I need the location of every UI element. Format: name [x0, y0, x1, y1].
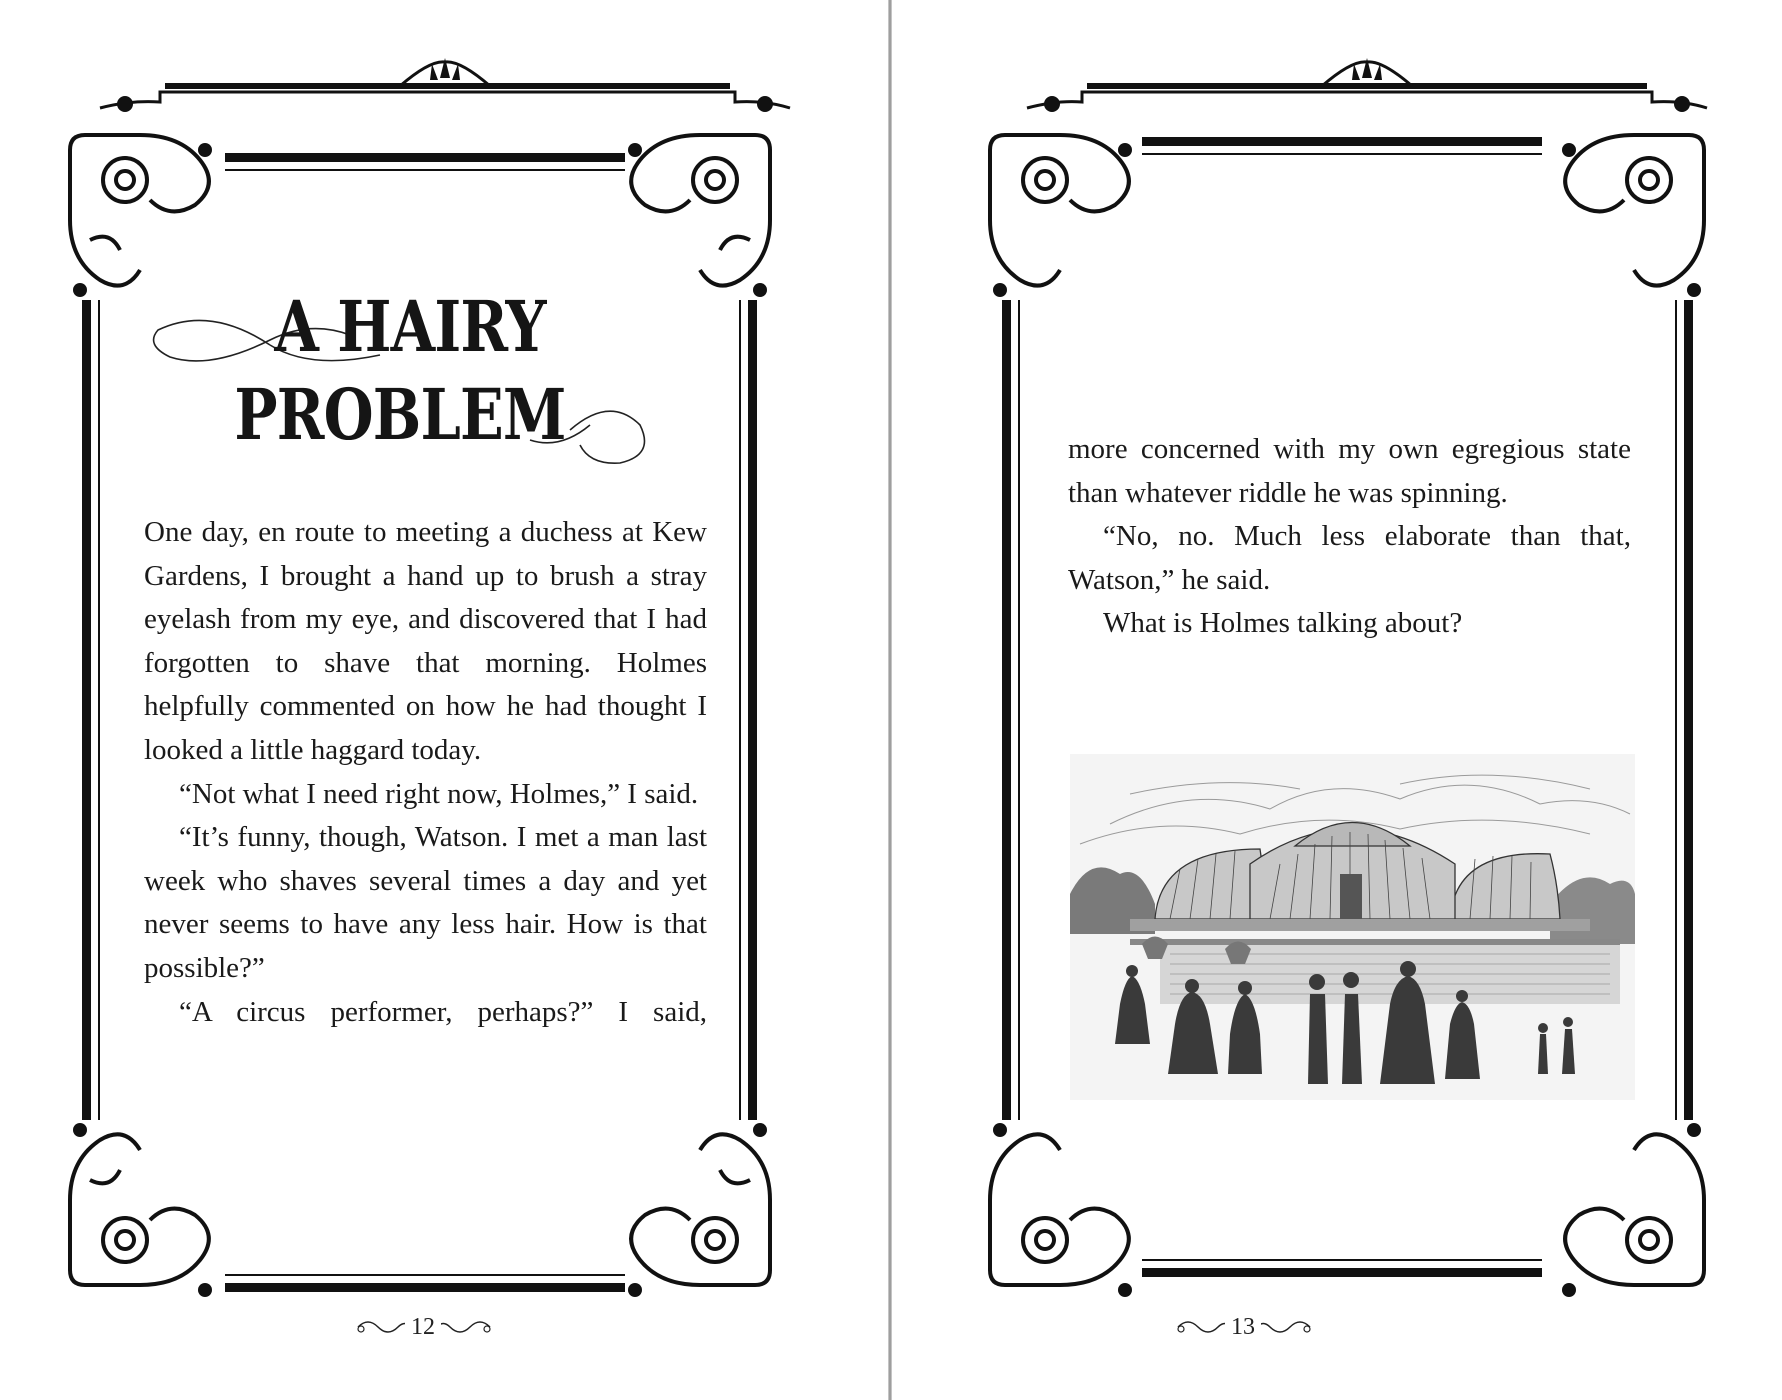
page-number-text: 13: [1225, 1314, 1261, 1340]
right-page: [892, 0, 1782, 1400]
left-body-text: [144, 511, 707, 1034]
paragraph: One day, en route to meeting a duchess at Kew Gardens, I brought a hand up to brush a stray eyelash from my eye, and discovered that I had forgotten to shave that morning. Holmes helpfully commented on how he had thought I looked a little haggard today.: [144, 516, 707, 766]
folio-flourish-right: [435, 1315, 495, 1339]
kew-palm-house-engraving: [1070, 754, 1635, 1100]
paragraph: “Not what I need right now, Holmes,” I said.: [179, 777, 699, 810]
folio-flourish-left: [1173, 1315, 1233, 1339]
page-number-text: 12: [405, 1314, 441, 1340]
folio-flourish-right: [1255, 1315, 1315, 1339]
paragraph: What is Holmes talking about?: [1103, 607, 1463, 640]
ornate-border: [892, 0, 1782, 1400]
chapter-title: [150, 285, 650, 470]
folio-flourish-left: [353, 1315, 413, 1339]
paragraph: more concerned with my own egregious state than whatever riddle he was spinning.: [1068, 433, 1631, 509]
title-line-1: A HAIRY: [274, 285, 546, 368]
paragraph: “It’s funny, though, Watson. I met a man last week who shaves several times a day and yet never seems to have any less hair. How is that possible?”: [144, 821, 707, 984]
paragraph: “No, no. Much less elaborate than that, Watson,” he said.: [1068, 520, 1631, 596]
left-page: [0, 0, 890, 1400]
right-body-text: [1068, 428, 1631, 646]
title-line-2: PROBLEM: [234, 373, 566, 456]
page-number: [323, 1307, 523, 1347]
paragraph: “A circus performer, perhaps?” I said,: [179, 995, 707, 1028]
page-number: [1143, 1307, 1343, 1347]
